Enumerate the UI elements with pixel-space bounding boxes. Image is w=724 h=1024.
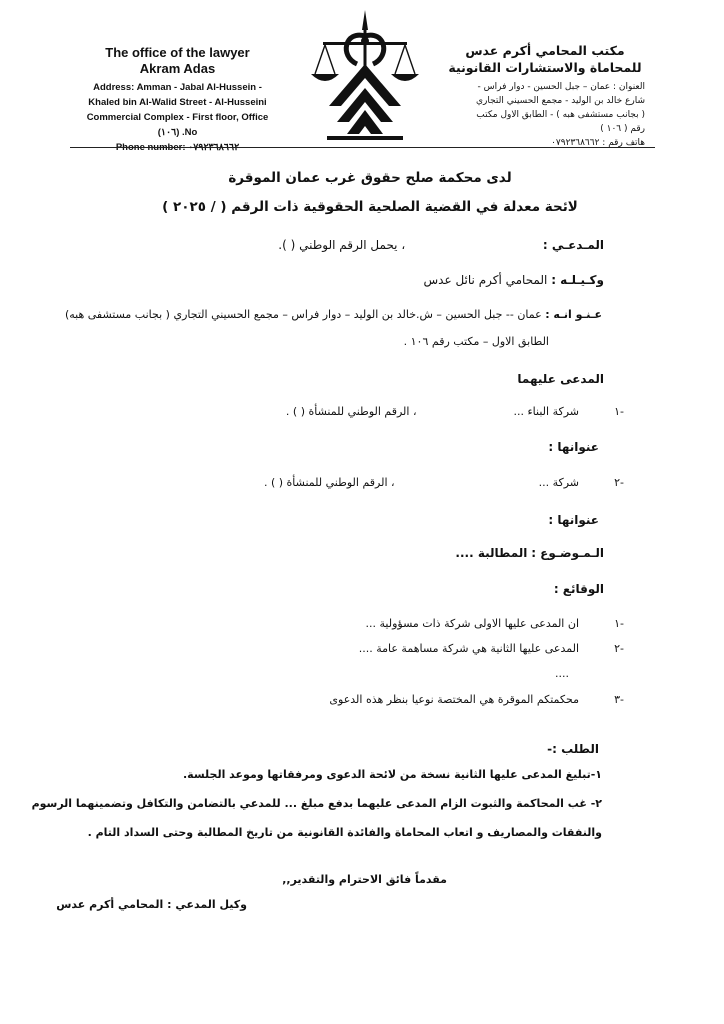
fact-2-number: -٢ bbox=[614, 642, 624, 655]
request-item-2: ٢- غب المحاكمة والثبوت الزام المدعى عليهما بدفع مبلغ ... للمدعي بالتضامن والتكافل وتضمينهما الرسوم bbox=[31, 797, 602, 810]
fact-2-row bbox=[359, 642, 624, 655]
office-title-en: The office of the lawyer bbox=[105, 45, 250, 60]
scales-of-justice-logo bbox=[305, 8, 425, 143]
request-item-1: ١-تبليغ المدعى عليها الثانية نسخة من لائحة الدعوى ومرفقاتها وموعد الجلسة. bbox=[182, 768, 602, 781]
header-arabic bbox=[445, 42, 645, 150]
address-en-line: (١٠٦) .No bbox=[157, 127, 198, 138]
request-item-2-continued: والنفقات والمصاريف و اتعاب المحاماة والفائدة القانونية من تاريخ المطالبة وحتى السداد التام . bbox=[87, 826, 602, 839]
fact-1-text: ان المدعى عليها الاولى شركة ذات مسؤولية ... bbox=[365, 617, 579, 630]
court-heading: لدى محكمة صلح حقوق غرب عمان الموقرة bbox=[228, 170, 512, 186]
defendant-1-row bbox=[286, 405, 624, 418]
defendant-2-name: شركة ... bbox=[538, 476, 579, 489]
defendant-1-address-label: عنوانها : bbox=[548, 440, 599, 454]
subject-row bbox=[455, 546, 604, 560]
agent-label: وكـيـلـه : bbox=[551, 273, 604, 287]
agent-row bbox=[424, 273, 604, 287]
closing-line: مقدماً فائق الاحترام والتقدير,, bbox=[282, 873, 447, 886]
address-en bbox=[70, 80, 285, 140]
fact-3-text: محكمتكم الموقرة هي المختصة نوعيا بنظر هذه الدعوى bbox=[329, 693, 579, 706]
defendant-2-number: -٢ bbox=[614, 476, 624, 489]
defendant-1-id: ، الرقم الوطني للمنشأة ( ) . bbox=[285, 405, 417, 418]
address-row-2: الطابق الاول – مكتب رقم ١٠٦ . bbox=[403, 335, 549, 348]
phone-ar: هاتف رقم : ٠٧٩٢٣٦٨٦٦٢ bbox=[551, 138, 645, 148]
office-subtitle-ar: للمحاماة والاستشارات القانونية bbox=[448, 60, 642, 75]
address-ar-line: شارع خالد بن الوليد - مجمع الحسيني التجاري bbox=[475, 96, 645, 106]
address-en-line: Commercial Complex - First floor, Office bbox=[86, 112, 269, 123]
address-ar-line: ( بجانب مستشفى هبه ) - الطابق الاول مكتب bbox=[476, 110, 645, 120]
plaintiff-row bbox=[278, 238, 604, 252]
defendant-1-number: -١ bbox=[614, 405, 624, 418]
plaintiff-label: المـدعـي : bbox=[542, 238, 604, 252]
defendant-2-address-label: عنوانها : bbox=[548, 513, 599, 527]
address-ar-line: العنوان : عمان – جبل الحسين - دوار فراس - bbox=[477, 82, 645, 92]
document-title: لائحة معدلة في القضية الصلحية الحقوقية ذات الرقم ( / ٢٠٢٥ ) bbox=[162, 199, 578, 215]
phone-en: Phone number: ٠٧٩٢٣٦٨٦٦٢ bbox=[115, 142, 240, 153]
signature-line: وكيل المدعي : المحامي أكرم عدس bbox=[56, 898, 247, 911]
request-heading: الطلب :- bbox=[547, 742, 599, 756]
address-row bbox=[65, 308, 602, 321]
subject-text: المطالبة .... bbox=[455, 546, 528, 560]
facts-ellipsis: .... bbox=[555, 667, 569, 680]
address-en-line: Address: Amman - Jabal Al-Hussein - bbox=[93, 82, 262, 93]
header-english bbox=[70, 45, 285, 155]
address-text: عمان -- جبل الحسين – ش.خالد بن الوليد – دوار فراس – مجمع الحسيني التجاري ( بجانب مستشفى هبه) bbox=[64, 308, 542, 321]
facts-heading: الوقائع : bbox=[553, 582, 604, 596]
defendants-heading: المدعى عليهما bbox=[517, 372, 604, 386]
header-divider bbox=[70, 147, 655, 148]
address-ar-line: رقم ( ١٠٦ ) bbox=[600, 124, 645, 134]
plaintiff-text: ، يحمل الرقم الوطني ( ). bbox=[278, 238, 406, 252]
fact-2-text: المدعى عليها الثانية هي شركة مساهمة عامة .... bbox=[358, 642, 579, 655]
address-ar bbox=[445, 80, 645, 136]
defendant-2-id: ، الرقم الوطني للمنشأة ( ) . bbox=[263, 476, 395, 489]
subject-label: الـمـوضـوع : bbox=[531, 546, 604, 560]
office-title-ar: مكتب المحامي أكرم عدس bbox=[465, 43, 625, 58]
agent-text: المحامي أكرم نائل عدس bbox=[423, 273, 548, 287]
defendant-2-row bbox=[264, 476, 624, 489]
address-label: عـنـو انـه : bbox=[545, 308, 602, 321]
fact-1-number: -١ bbox=[614, 617, 624, 630]
fact-3-number: -٣ bbox=[614, 693, 624, 706]
fact-1-row bbox=[366, 617, 624, 630]
address-en-line: Khaled bin Al-Walid Street - Al-Husseini bbox=[88, 97, 267, 108]
lawyer-name-en: Akram Adas bbox=[139, 61, 216, 76]
fact-3-row bbox=[329, 693, 624, 706]
defendant-1-name: شركة البناء ... bbox=[513, 405, 579, 418]
